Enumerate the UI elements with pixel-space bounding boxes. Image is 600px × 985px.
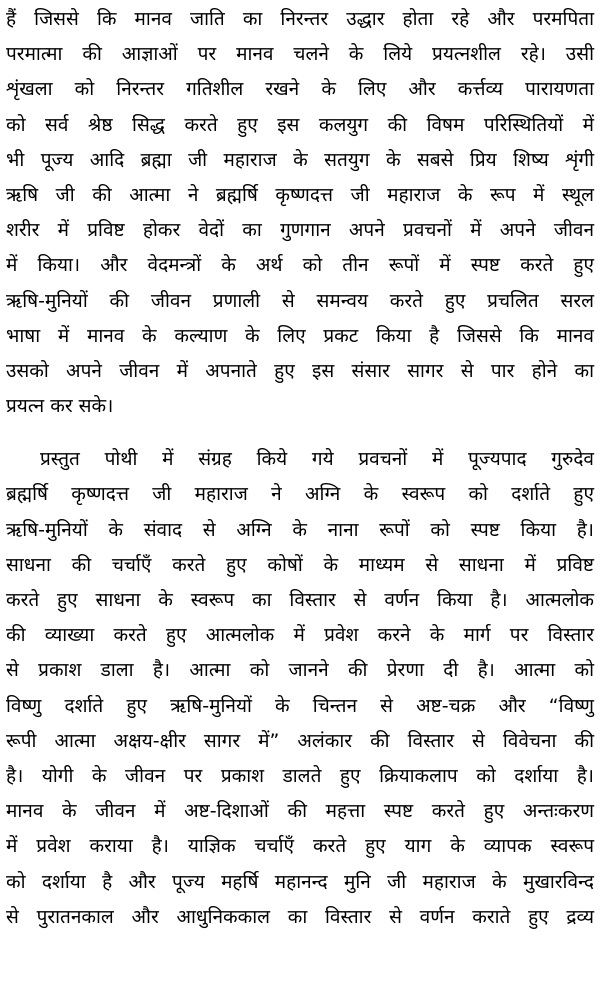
text-line: प्रयत्न कर सके। xyxy=(6,395,114,418)
text-line: में प्रवेश कराया है। याज्ञिक चर्चाएँ करते हुए याग के व्यापक स्वरूप xyxy=(6,835,594,858)
text-line: ब्रह्मर्षि कृष्णदत्त जी महाराज ने अग्नि के स्वरूप को दर्शाते हुए xyxy=(6,483,594,506)
text-line: भाषा में मानव के कल्याण के लिए प्रकट किया है जिससे कि मानव xyxy=(6,324,594,347)
text-line: शरीर में प्रविष्ट होकर वेदों का गुणगान अपने प्रवचनों में अपने जीवन xyxy=(6,219,594,242)
text-line: में किया। और वेदमन्त्रों के अर्थ को तीन रूपों में स्पष्ट करते हुए xyxy=(6,254,594,277)
text-line: भी पूज्य आदि ब्रह्मा जी महाराज के सतयुग के सबसे प्रिय शिष्य शृंगी xyxy=(6,148,594,171)
text-line: करते हुए साधना के स्वरूप का विस्तार से वर्णन किया है। आत्मलोक xyxy=(6,589,594,611)
text-line: साधना की चर्चाएँ करते हुए कोषों के माध्यम से साधना में प्रविष्ट xyxy=(6,553,594,576)
paragraph-1 xyxy=(6,0,594,424)
text-line: परमात्मा की आज्ञाओं पर मानव चलने के लिये प्रयत्नशील रहे। उसी xyxy=(6,43,594,66)
text-line: से पुरातनकाल और आधुनिककाल का विस्तार से वर्णन कराते हुए द्रव्य xyxy=(6,905,594,928)
text-line: उसको अपने जीवन में अपनाते हुए इस संसार सागर से पार होने का xyxy=(6,359,594,382)
text-line: हैं जिससे कि मानव जाति का निरन्तर उद्धार होता रहे और परमपिता xyxy=(6,8,594,30)
paragraph-2 xyxy=(6,442,594,935)
text-line: है। योगी के जीवन पर प्रकाश डालते हुए क्रियाकलाप को दर्शाया है। xyxy=(6,764,594,787)
text-line: ऋषि-मुनियों के संवाद से अग्नि के नाना रूपों को स्पष्ट किया है। xyxy=(6,518,594,541)
text-line: की व्याख्या करते हुए आत्मलोक में प्रवेश करने के मार्ग पर विस्तार xyxy=(6,624,594,647)
text-line: ऋषि जी की आत्मा ने ब्रह्मर्षि कृष्णदत्त जी महाराज के रूप में स्थूल xyxy=(6,183,594,206)
text-line: से प्रकाश डाला है। आत्मा को जानने की प्रेरणा दी है। आत्मा को xyxy=(6,659,594,682)
text-line: प्रस्तुत पोथी में संग्रह किये गये प्रवचनों में पूज्यपाद गुरुदेव xyxy=(40,448,594,471)
text-line: रूपी आत्मा अक्षय-क्षीर सागर में” अलंकार की विस्तार से विवेचना की xyxy=(6,729,594,752)
text-line: को सर्व श्रेष्ठ सिद्ध करते हुए इस कलयुग की विषम परिस्थितियों में xyxy=(6,113,594,136)
text-line: विष्णु दर्शाते हुए ऋषि-मुनियों के चिन्तन से अष्ट-चक्र और “विष्णु xyxy=(6,694,594,717)
text-line: ऋषि-मुनियों की जीवन प्रणाली से समन्वय करते हुए प्रचलित सरल xyxy=(6,289,594,312)
text-line: शृंखला को निरन्तर गतिशील रखने के लिए और कर्त्तव्य पारायणता xyxy=(6,78,594,101)
text-line: को दर्शाया है और पूज्य महर्षि महानन्द मुनि जी महाराज के मुखारविन्द xyxy=(6,870,594,893)
text-line: मानव के जीवन में अष्ट-दिशाओं की महत्ता स्पष्ट करते हुए अन्तःकरण xyxy=(6,800,594,823)
